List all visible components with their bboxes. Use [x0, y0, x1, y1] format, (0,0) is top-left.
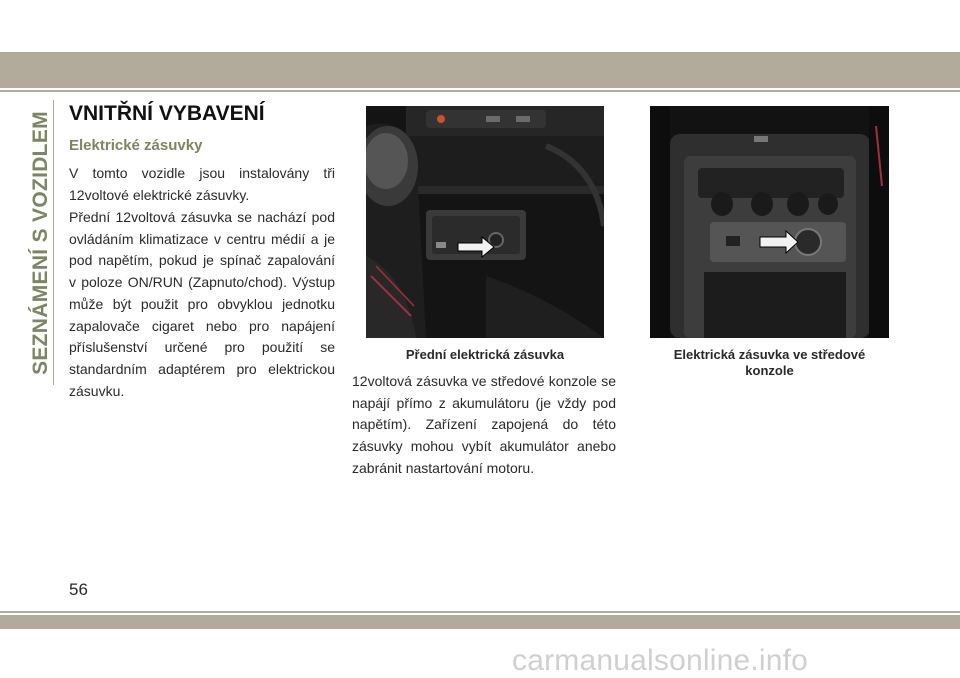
- section-label-text: SEZNÁMENÍ S VOZIDLEM: [29, 110, 53, 375]
- header-band: [0, 52, 960, 88]
- front-outlet-photo: [366, 106, 604, 338]
- paragraph-intro: V tomto vozidle jsou instalovány tři 12voltové elektrické zásuvky.: [69, 165, 335, 203]
- console-outlet-photo: [650, 106, 889, 338]
- paragraph-console-outlet: 12voltová zásuvka ve středové konzole se napájí přímo z akumulátoru (je vždy pod napětím). Zařízení zapojená do této zásuvky mohou vybít akumulátor anebo zabránit nastartování motoru.: [352, 373, 616, 476]
- side-rule: [53, 100, 54, 385]
- section-subtitle: Elektrické zásuvky: [69, 137, 203, 154]
- console-outlet-illustration: [650, 106, 889, 338]
- watermark: carmanualsonline.info: [512, 644, 809, 677]
- section-side-label: [28, 100, 54, 385]
- footer-band: [0, 615, 960, 629]
- front-outlet-illustration: [366, 106, 604, 338]
- page-number: 56: [69, 580, 88, 599]
- page-title: VNITŘNÍ VYBAVENÍ: [69, 102, 265, 125]
- header-rule: [0, 90, 960, 92]
- paragraph-front-outlet: Přední 12voltová zásuvka se nachází pod ovládáním klimatizace v centru médií a je pod napětím, pokud je spínač zapalování v poloze ON/RUN (Zapnuto/chod). Výstup může být použit pro obvyklou jednotku zapalovače cigaret nebo pro napájení příslušenství určené pro použití se standardním adaptérem pro elektrickou zásuvku.: [69, 209, 335, 399]
- console-outlet-caption: Elektrická zásuvka ve středové konzole: [673, 347, 866, 378]
- front-outlet-caption: Přední elektrická zásuvka: [405, 347, 565, 362]
- footer-rule: [0, 611, 960, 613]
